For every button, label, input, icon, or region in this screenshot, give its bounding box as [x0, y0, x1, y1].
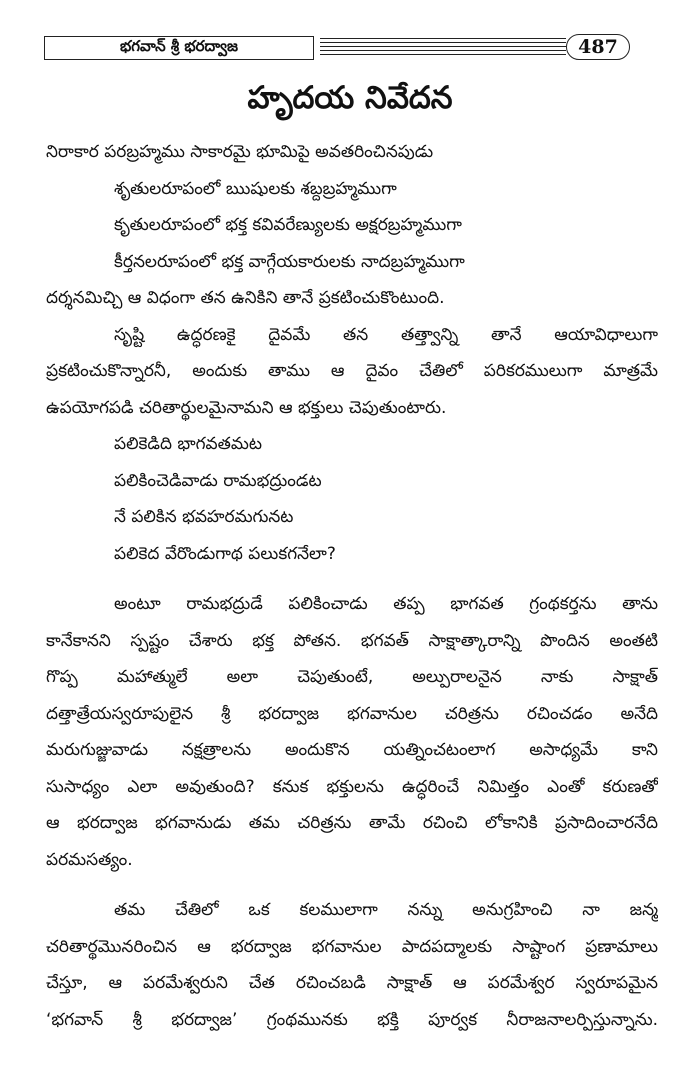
- running-header-title: భగవాన్ శ్రీ భరద్వాజ: [44, 36, 314, 60]
- verse-line: కృతులరూపంలో భక్త కవివరేణ్యులకు అక్షరబ్రహ్మముగా: [114, 215, 462, 235]
- text-line: కానేకానని స్పష్టం చేశారు భక్త పోతన. భగవత్ సాక్షాత్కారాన్ని పొందిన అంతటి: [46, 630, 658, 651]
- text-line: చరితార్థమొనరించిన ఆ భరద్వాజ భగవానుల పాదపద్మాలకు సాష్టాంగ ప్రణామాలు: [46, 936, 658, 957]
- paragraph: [46, 134, 658, 317]
- verse-line: పలికించెడివాడు రామభద్రుండట: [114, 470, 322, 491]
- paragraph-gap: [46, 572, 658, 586]
- text-line: అంటూ రామభద్రుడే పలికించాడు తప్ప భాగవత గ్రంథకర్తను తాను: [114, 594, 658, 614]
- verse-line: పలికెడిది భాగవతమట: [114, 434, 262, 454]
- text-line: ఆ భరద్వాజ భగవానుడు తమ చరిత్రను తామే రచించి లోకానికి ప్రసాదించారనేది: [46, 813, 658, 833]
- paragraph: [46, 586, 658, 878]
- text-line: పరమసత్యం.: [46, 849, 133, 870]
- verse-line: నే పలికిన భవహరమగునట: [114, 507, 294, 527]
- verse-line: కీర్తనలరూపంలో భక్త వాగ్గేయకారులకు నాదబ్రహ్మముగా: [114, 251, 465, 272]
- verse-line: శృతులరూపంలో ఋషులకు శబ్దబ్రహ్మముగా: [114, 178, 397, 199]
- body-text: [46, 134, 658, 1038]
- text-line: ఉపయోగపడి చరితార్థులమైనామని ఆ భక్తులు చెపుతుంటారు.: [46, 397, 447, 418]
- paragraph: [46, 892, 658, 1038]
- text-line: ప్రకటించుకొన్నారనీ, అందుకు తాము ఆ దైవం చేతిలో పరికరములుగా మాత్రమే: [46, 361, 658, 381]
- page-title: హృదయ నివేదన: [247, 80, 453, 116]
- paragraph: [46, 317, 658, 573]
- text-line: చేస్తూ, ఆ పరమేశ్వరుని చేత రచించబడి సాక్షాత్ ఆ పరమేశ్వర స్వరూపమైన: [46, 973, 658, 993]
- paragraph-gap: [46, 878, 658, 892]
- text-line: సృష్టి ఉద్ధరణకై దైవమే తన తత్త్వాన్ని తానే ఆయావిధాలుగా: [114, 324, 658, 345]
- text-line: దత్తాత్రేయస్వరూపులైన శ్రీ భరద్వాజ భగవానుల చరిత్రను రచించడం అనేది: [46, 703, 658, 724]
- header-rule-lines: [320, 38, 566, 58]
- text-line: నిరాకార పరబ్రహ్మము సాకారమై భూమిపై అవతరించినపుడు: [46, 142, 434, 162]
- text-line: ‘భగవాన్ శ్రీ భరద్వాజ’ గ్రంథమునకు భక్తి పూర్వక నీరాజనాలర్పిస్తున్నాను.: [46, 1009, 658, 1030]
- page-number: 487: [566, 34, 630, 60]
- text-line: మరుగుజ్జువాడు నక్షత్రాలను అందుకొన యత్నించటంలాగ అసాధ్యమే కాని: [46, 740, 658, 760]
- text-line: సుసాధ్యం ఎలా అవుతుంది? కనుక భక్తులను ఉద్ధరించే నిమిత్తం ఎంతో కరుణతో: [46, 776, 658, 797]
- text-line: దర్శనమిచ్చి ఆ విధంగా తన ఉనికిని తానే ప్రకటించుకొంటుంది.: [46, 288, 445, 308]
- verse-line: పలికెద వేరొండుగాథ పలుకగనేలా?: [114, 543, 336, 564]
- text-line: గొప్ప మహాత్ములే అలా చెపుతుంటే, అల్పురాలనైన నాకు సాక్షాత్: [46, 667, 658, 687]
- text-line: తమ చేతిలో ఒక కలములాగా నన్ను అనుగ్రహించి నా జన్మ: [114, 900, 658, 920]
